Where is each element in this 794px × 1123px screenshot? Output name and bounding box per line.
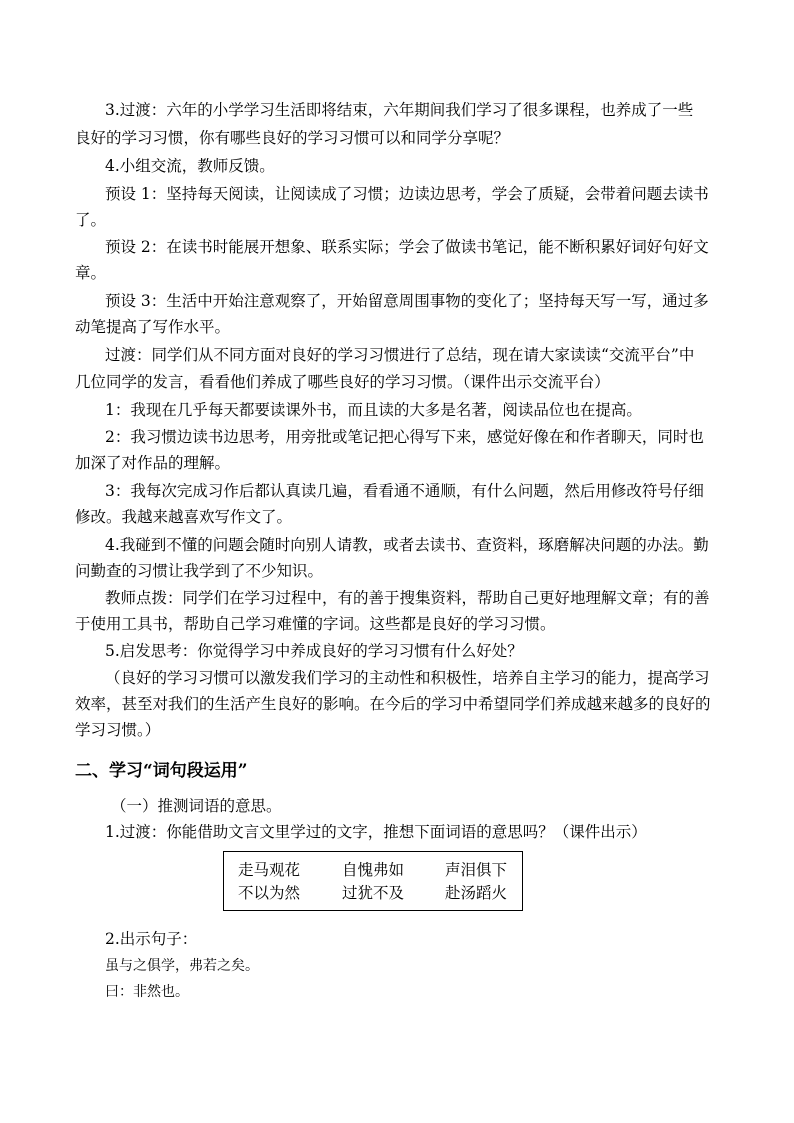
student-quote-2-line-2: 加深了对作品的理解。 (75, 454, 231, 472)
student-quote-2-line-1: 2：我习惯边读书边思考，用旁批或笔记把心得写下来，感觉好像在和作者聊天，同时也 (105, 428, 704, 446)
transition-2-line-1: 过渡：同学们从不同方面对良好的学习习惯进行了总结，现在请大家读读“交流平台”中 (105, 346, 695, 364)
classical-quote-1: 虽与之俱学，弗若之矣。 (105, 958, 259, 974)
preset-3-line-1: 预设 3：生活中开始注意观察了，开始留意周围事物的变化了；坚持每天写一写，通过多 (105, 292, 709, 310)
summary-line-2: 效率，甚至对我们的生活产生良好的影响。在今后的学习中希望同学们养成越来越多的良好的 (75, 695, 711, 713)
student-quote-3-line-1: 3：我每次完成习作后都认真读几遍，看看通不通顺，有什么问题，然后用修改符号仔细 (105, 482, 704, 500)
section-heading: 二、学习“词句段运用” (75, 761, 248, 781)
idiom-word: 声泪俱下 (445, 861, 508, 879)
step-2-show-sentences: 2.出示句子： (105, 930, 198, 948)
step-1-transition: 1.过渡：你能借助文言文里学过的文字，推想下面词语的意思吗？（课件出示） (105, 823, 647, 841)
idiom-word: 走马观花 (238, 861, 301, 879)
transition-2-line-2: 几位同学的发言，看看他们养成了哪些良好的学习习惯。（课件出示交流平台） (75, 373, 610, 391)
subsection-heading: （一）推测词语的意思。 (111, 797, 282, 815)
paragraph-group-exchange: 4.小组交流，教师反馈。 (105, 157, 275, 175)
student-quote-3-line-2: 修改。我越来越喜欢写作文了。 (75, 508, 293, 526)
inspire-thinking: 5.启发思考：你觉得学习中养成良好的学习习惯有什么好处？ (105, 642, 523, 660)
preset-2-line-1: 预设 2：在读书时能展开想象、联系实际；学会了做读书笔记，能不断积累好词好句好文 (105, 238, 709, 256)
idiom-word: 过犹不及 (342, 884, 405, 902)
preset-3-line-2: 动笔提高了写作水平。 (75, 318, 231, 336)
paragraph-transition-line-2: 良好的学习习惯，你有哪些良好的学习习惯可以和同学分享呢？ (75, 129, 510, 147)
preset-2-line-2: 章。 (75, 264, 107, 282)
idiom-word: 赴汤蹈火 (445, 884, 508, 902)
teacher-guidance-line-2: 于使用工具书，帮助自己学习难懂的字词。这些都是良好的学习习惯。 (75, 615, 556, 633)
summary-line-1: （良好的学习习惯可以激发我们学习的主动性和积极性，培养自主学习的能力，提高学习 (105, 669, 710, 687)
paragraph-transition-line-1: 3.过渡：六年的小学学习生活即将结束，六年期间我们学习了很多课程，也养成了一些 (105, 101, 694, 119)
student-quote-1: 1：我现在几乎每天都要读课外书，而且读的大多是名著，阅读品位也在提高。 (105, 401, 642, 419)
student-quote-4-line-2: 问勤查的习惯让我学到了不少知识。 (75, 562, 324, 580)
teacher-guidance-line-1: 教师点拨：同学们在学习过程中，有的善于搜集资料，帮助自己更好地理解文章；有的善 (105, 589, 710, 607)
idiom-word: 自愧弗如 (342, 861, 405, 879)
student-quote-4-line-1: 4.我碰到不懂的问题会随时向别人请教，或者去读书、查资料，琢磨解决问题的办法。勤 (105, 536, 709, 554)
idiom-box (223, 851, 523, 911)
summary-line-3: 学习习惯。） (75, 721, 161, 739)
preset-1-line-1: 预设 1：坚持每天阅读，让阅读成了习惯；边读边思考，学会了质疑，会带着问题去读书 (105, 185, 709, 203)
classical-quote-2: 曰：非然也。 (105, 984, 189, 1000)
idiom-word: 不以为然 (238, 884, 301, 902)
preset-1-line-2: 了。 (75, 211, 107, 229)
